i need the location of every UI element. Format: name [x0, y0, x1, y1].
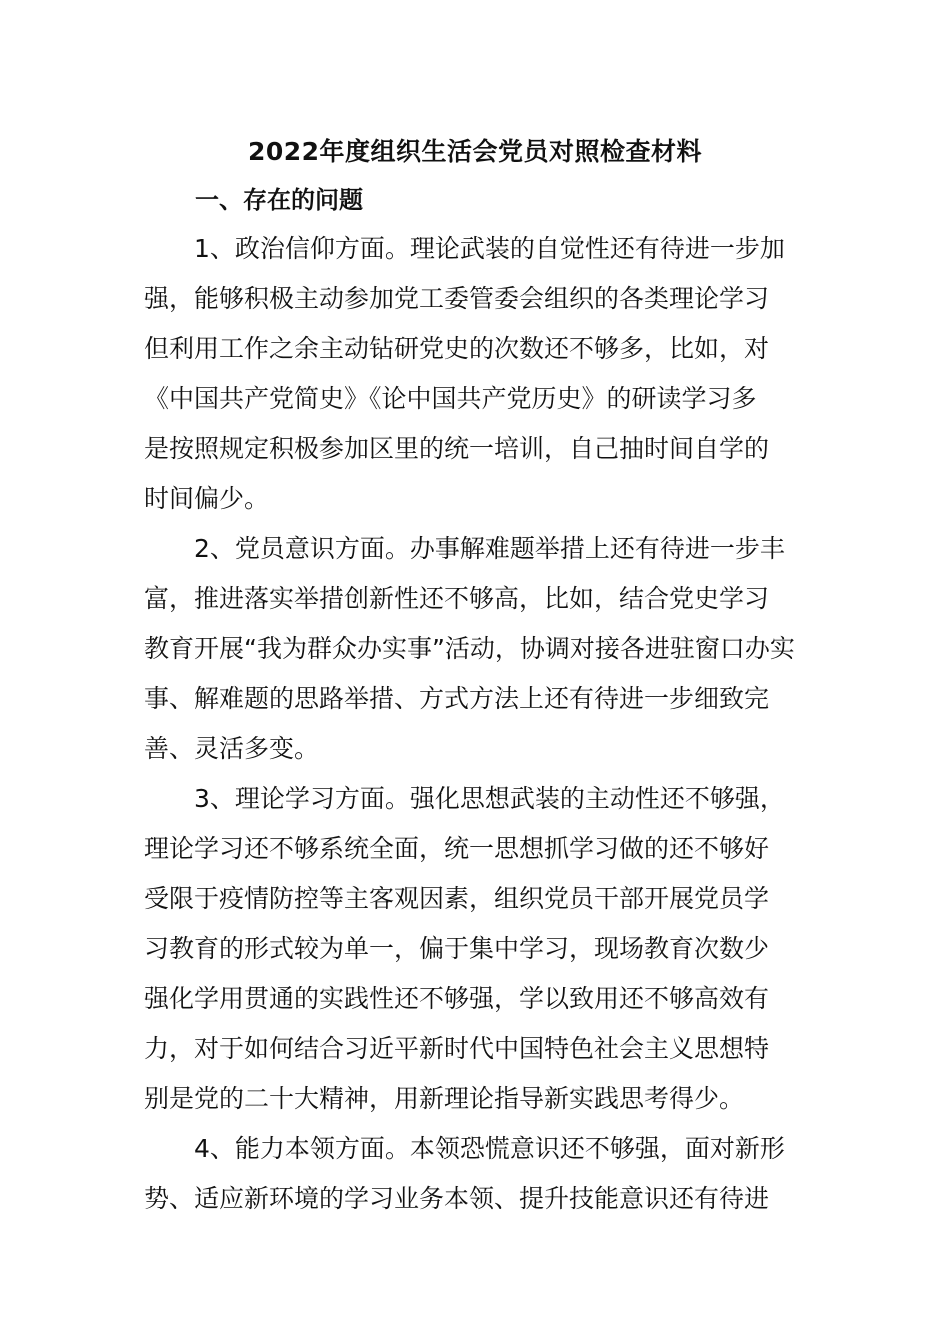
paragraph-4: [144, 1124, 809, 1224]
paragraph-1: [144, 224, 809, 524]
paragraph-line: 教育开展“我为群众办实事”活动，协调对接各进驻窗口办实: [144, 634, 795, 663]
paragraph-2: [144, 524, 809, 774]
paragraph-line: 4、能力本领方面。本领恐慌意识还不够强，面对新形: [194, 1134, 785, 1163]
paragraph-line: 势、适应新环境的学习业务本领、提升技能意识还有待进: [144, 1184, 770, 1213]
paragraph-line: 1、政治信仰方面。理论武装的自觉性还有待进一步加: [194, 234, 785, 263]
paragraph-line: 是按照规定积极参加区里的统一培训，自己抽时间自学的: [144, 434, 770, 463]
section-heading: 一、存在的问题: [195, 186, 363, 214]
paragraph-line: 时间偏少。: [144, 484, 270, 513]
paragraph-line: 受限于疫情防控等主客观因素，组织党员干部开展党员学: [144, 884, 770, 913]
paragraph-line: 别是党的二十大精神，用新理论指导新实践思考得少。: [144, 1084, 745, 1113]
paragraph-line: 力，对于如何结合习近平新时代中国特色社会主义思想特: [144, 1034, 770, 1063]
paragraph-3: [144, 774, 809, 1124]
paragraph-line: 强化学用贯通的实践性还不够强，学以致用还不够高效有: [144, 984, 770, 1013]
paragraph-line: 富，推进落实举措创新性还不够高，比如，结合党史学习: [144, 584, 770, 613]
paragraph-line: 理论学习还不够系统全面，统一思想抓学习做的还不够好: [144, 834, 770, 863]
paragraph-line: 《中国共产党简史》《论中国共产党历史》的研读学习多: [144, 384, 757, 413]
paragraph-line: 强，能够积极主动参加党工委管委会组织的各类理论学习: [144, 284, 770, 313]
paragraph-line: 事、解难题的思路举措、方式方法上还有待进一步细致完: [144, 684, 770, 713]
paragraph-line: 但利用工作之余主动钻研党史的次数还不够多，比如，对: [144, 334, 770, 363]
paragraph-line: 善、灵活多变。: [144, 734, 320, 763]
paragraph-line: 3、理论学习方面。强化思想武装的主动性还不够强，: [194, 784, 785, 813]
paragraph-line: 2、党员意识方面。办事解难题举措上还有待进一步丰: [194, 534, 785, 563]
document-title: 2022年度组织生活会党员对照检查材料: [247, 137, 703, 166]
document-body: [144, 224, 809, 1224]
paragraph-line: 习教育的形式较为单一，偏于集中学习，现场教育次数少: [144, 934, 770, 963]
